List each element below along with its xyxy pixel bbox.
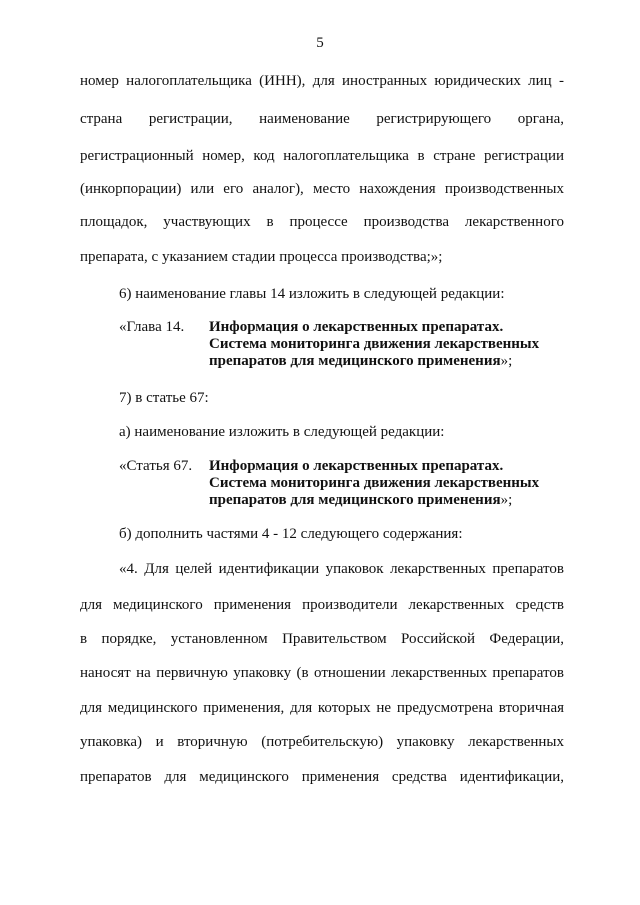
item-7a: а) наименование изложить в следующей редакции: (119, 424, 445, 440)
para4-line-4: наносят на первичную упаковку (в отношении лекарственных препаратов (80, 665, 564, 681)
article-title-text-3: препаратов для медицинского применения (209, 492, 501, 508)
chapter-label: «Глава 14. (119, 319, 185, 335)
para4-line-2: для медицинского применения производители лекарственных средств (80, 597, 564, 613)
item-7b: б) дополнить частями 4 - 12 следующего содержания: (119, 526, 463, 542)
para1-line-2: страна регистрации, наименование регистрирующего органа, (80, 111, 564, 127)
item-6: 6) наименование главы 14 изложить в следующей редакции: (119, 286, 505, 302)
para4-line-1: «4. Для целей идентификации упаковок лекарственных препаратов (119, 561, 564, 577)
para1-line-3: регистрационный номер, код налогоплательщика в стране регистрации (80, 148, 564, 164)
article-title-end: »; (500, 492, 513, 508)
item-7: 7) в статье 67: (119, 390, 209, 406)
para4-line-7: препаратов для медицинского применения средства идентификации, (80, 769, 564, 785)
para4-line-5: для медицинского применения, для которых не предусмотрена вторичная (80, 700, 564, 716)
para1-line-6: препарата, с указанием стадии процесса производства;»; (80, 249, 443, 265)
chapter-title-line-1: Информация о лекарственных препаратах. (209, 319, 504, 335)
para1-line-1: номер налогоплательщика (ИНН), для иностранных юридических лиц - (80, 73, 564, 89)
para1-line-5: площадок, участвующих в процессе производства лекарственного (80, 214, 564, 230)
page-number: 5 (316, 35, 324, 51)
article-title-line-1: Информация о лекарственных препаратах. (209, 458, 504, 474)
article-label: «Статья 67. (119, 458, 193, 474)
chapter-title-line-2: Система мониторинга движения лекарственных (209, 336, 540, 352)
para1-line-4: (инкорпорации) или его аналог), место нахождения производственных (80, 181, 564, 197)
chapter-title-line-3 (209, 353, 512, 370)
para4-line-3: в порядке, установленном Правительством Российской Федерации, (80, 631, 564, 647)
chapter-title-text-3: препаратов для медицинского применения (209, 353, 501, 369)
para4-line-6: упаковка) и вторичную (потребительскую) упаковку лекарственных (80, 734, 564, 750)
article-title-line-2: Система мониторинга движения лекарственных (209, 475, 540, 491)
chapter-title-end: »; (500, 353, 513, 369)
article-title-line-3 (209, 492, 512, 509)
